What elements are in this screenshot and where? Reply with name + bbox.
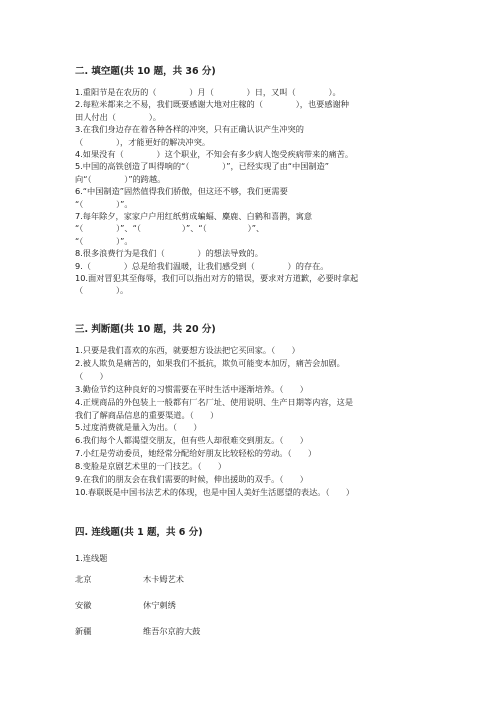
- match-left-item: 新疆: [75, 626, 92, 636]
- judge-question-line: 2.被人欺负是痛苦的，如果我们不抵抗，欺负可能变本加厉，痛苦会加剧。: [75, 357, 345, 368]
- judge-question-line: （ ）: [75, 370, 108, 381]
- judge-question-line: 9.在我们的朋友会在我们需要的时候，伸出援助的双手。（ ）: [75, 474, 308, 484]
- fill-question-line: “（ ）”、“（ ）”、“（ ）”、: [75, 223, 265, 234]
- judge-section-title: 三. 判断题(共 10 题，共 20 分): [75, 324, 216, 335]
- match-right-item: 维吾尔京韵大鼓: [143, 626, 201, 636]
- fill-question-line: 向“（ ）”的跨越。: [75, 173, 166, 184]
- judge-question-line: 6.我们每个人都渴望交朋友，但有些人却很难交到朋友。（ ）: [75, 435, 308, 446]
- judge-question-line: 4.正规商品的外包装上一般都有厂名厂址、使用说明、生产日期等内容，这是: [75, 396, 354, 407]
- judge-question-line: 5.过度消费就是量入为出。（ ）: [75, 422, 202, 433]
- fill-question-line: 4.如果没有（ ）这个职业，不知会有多少病人饱受疾病带来的痛苦。: [75, 149, 354, 159]
- fill-question-line: 1.重阳节是在农历的（ ）月（ ）日，又叫（ ）。: [75, 87, 341, 97]
- fill-section-title: 二. 填空题(共 10 题，共 36 分): [75, 66, 216, 77]
- judge-question-line: 10.春联既是中国书法艺术的体现，也是中国人美好生活愿望的表达。（ ）: [75, 486, 355, 497]
- fill-question-line: “（ ）”。: [75, 235, 133, 246]
- match-left-item: 安徽: [75, 600, 92, 610]
- fill-question-line: 田人付出（ ）。: [75, 111, 161, 122]
- judge-question-line: 我们了解商品信息的重要渠道。（ ）: [75, 409, 219, 420]
- fill-question-line: 8.很多浪费行为是我们（ ）的想法导致的。: [75, 248, 263, 259]
- fill-question-line: 2.每粒米都来之不易，我们既要感谢大地对庄稼的（ ），也要感谢种: [75, 99, 349, 110]
- match-section-title: 四. 连线题(共 1 题，共 6 分): [75, 527, 203, 538]
- fill-question-line: （ ）。: [75, 285, 129, 296]
- judge-question-line: 7.小红是劳动委员，她经常分配给好朋友比较轻松的劳动。（ ）: [75, 448, 317, 459]
- fill-question-line: 10.面对冒犯其至侮辱，我们可以指出对方的错误，要求对方道歉，必要时拿起: [75, 273, 359, 283]
- fill-question-line: 3.在我们身边存在着各种各样的冲突，只有正确认识产生冲突的: [75, 124, 304, 135]
- fill-question-line: 5.中国的高铁创造了叫得响的“（ ）”，已经实现了由“中国制造”: [75, 161, 330, 172]
- match-left-item: 北京: [75, 574, 92, 584]
- judge-question-line: 1.只要是我们喜欢的东西，就要想方设法把它买回家。（ ）: [75, 345, 300, 355]
- fill-question-line: （ ），才能更好的解决冲突。: [75, 136, 211, 147]
- match-right-item: 木卡姆艺术: [143, 574, 184, 584]
- judge-question-line: 8.变脸是京剧艺术里的一门技艺。（ ）: [75, 461, 227, 472]
- match-question-label: 1.连线题: [75, 553, 108, 563]
- judge-question-line: 3.勤俭节约这种良好的习惯需要在平时生活中逐渐培养。（ ）: [75, 383, 308, 394]
- fill-question-line: “（ ）”。: [75, 198, 133, 209]
- fill-question-line: 7.每年除夕，家家户户用红纸剪成蝙蝠、麋鹿、白鹤和喜鹊，寓意: [75, 211, 313, 221]
- fill-question-line: 9.（ ）总是给我们温暖，让我们感受到（ ）的存在。: [75, 260, 329, 271]
- match-right-item: 休宁刺绣: [143, 600, 176, 610]
- fill-question-line: 6.“中国制造”固然值得我们骄傲，但这还不够，我们更需要: [75, 186, 288, 197]
